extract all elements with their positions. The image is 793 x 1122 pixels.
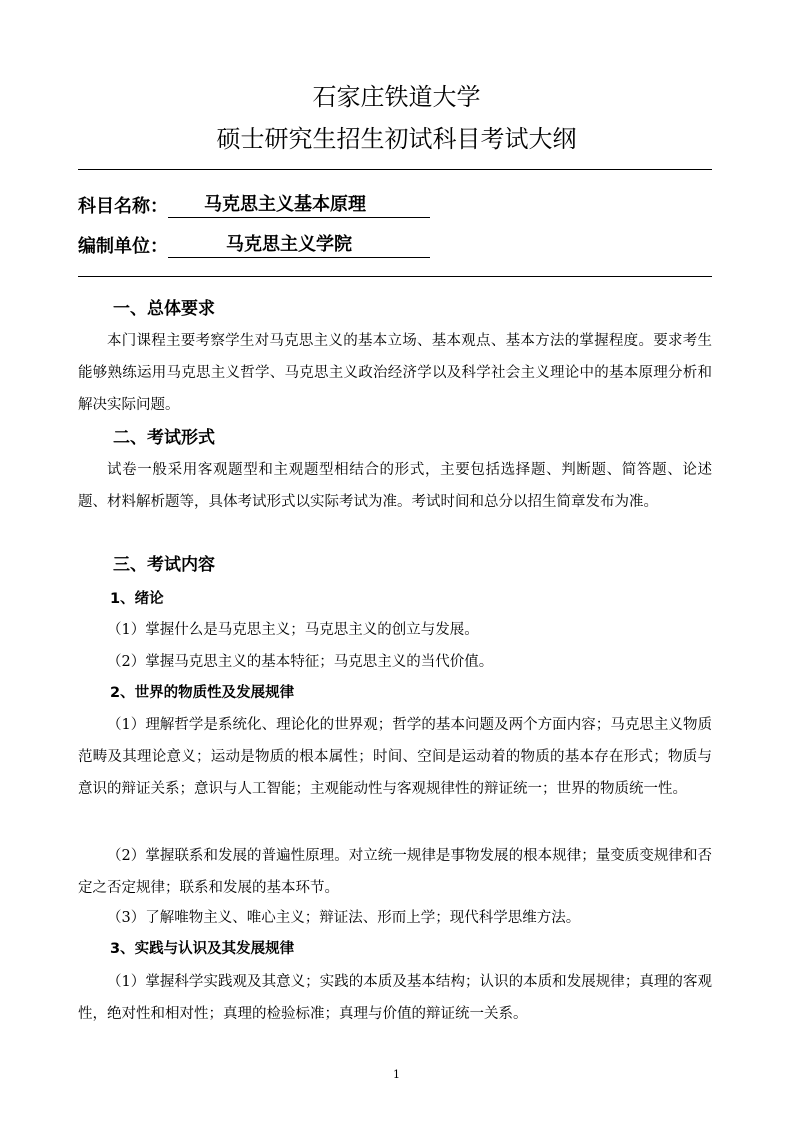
unit-value: 马克思主义学院 [168,230,430,258]
section-2-heading: 二、考试形式 [113,428,215,448]
chapter-3-heading: 3、实践与认识及其发展规律 [110,941,295,957]
top-divider [78,169,712,170]
chapter-3-item-1: （1）掌握科学实践观及其意义；实践的本质及基本结构；认识的本质和发展规律；真理的客观性，绝对性和相对性；真理的检验标准；真理与价值的辩证统一关系。 [78,974,712,1022]
unit-field [78,232,430,258]
page-number: 1 [393,1068,400,1081]
subject-value: 马克思主义基本原理 [168,190,430,218]
chapter-2-item-2: （2）掌握联系和发展的普遍性原理。对立统一规律是事物发展的根本规律；量变质变规律和否定之否定规律；联系和发展的基本环节。 [78,848,712,896]
chapter-1-item-2: （2）掌握马克思主义的基本特征；马克思主义的当代价值。 [107,654,494,670]
section-1-paragraph: 本门课程主要考察学生对马克思主义的基本立场、基本观点、基本方法的掌握程度。要求考生能够熟练运用马克思主义哲学、马克思主义政治经济学以及科学社会主义理论中的基本原理分析和解决实际问题。 [78,333,712,413]
section-2-paragraph: 试卷一般采用客观题型和主观题型相结合的形式，主要包括选择题、判断题、简答题、论述题、材料解析题等，具体考试形式以实际考试为准。考试时间和总分以招生简章发布为准。 [78,462,712,510]
section-3-heading: 三、考试内容 [113,555,215,575]
unit-label: 编制单位： [78,236,168,257]
chapter-2-item-1: （1）理解哲学是系统化、理论化的世界观；哲学的基本问题及两个方面内容；马克思主义物质范畴及其理论意义；运动是物质的根本属性；时间、空间是运动着的物质的基本存在形式；物质与意识的辩证关系；意识与人工智能；主观能动性与客观规律性的辩证统一；世界的物质统一性。 [78,717,712,797]
chapter-2-item-3: （3）了解唯物主义、唯心主义；辩证法、形而上学；现代科学思维方法。 [107,910,581,926]
section-1-heading: 一、总体要求 [113,299,215,319]
chapter-2-heading: 2、世界的物质性及发展规律 [110,685,295,701]
chapter-1-heading: 1、绪论 [110,591,164,607]
bottom-divider [78,276,712,277]
chapter-1-item-1: （1）掌握什么是马克思主义；马克思主义的创立与发展。 [107,622,479,638]
university-name: 石家庄铁道大学 [312,83,481,111]
document-title: 硕士研究生招生初试科目考试大纲 [216,125,577,153]
subject-label: 科目名称： [78,196,168,217]
subject-field [78,192,430,218]
